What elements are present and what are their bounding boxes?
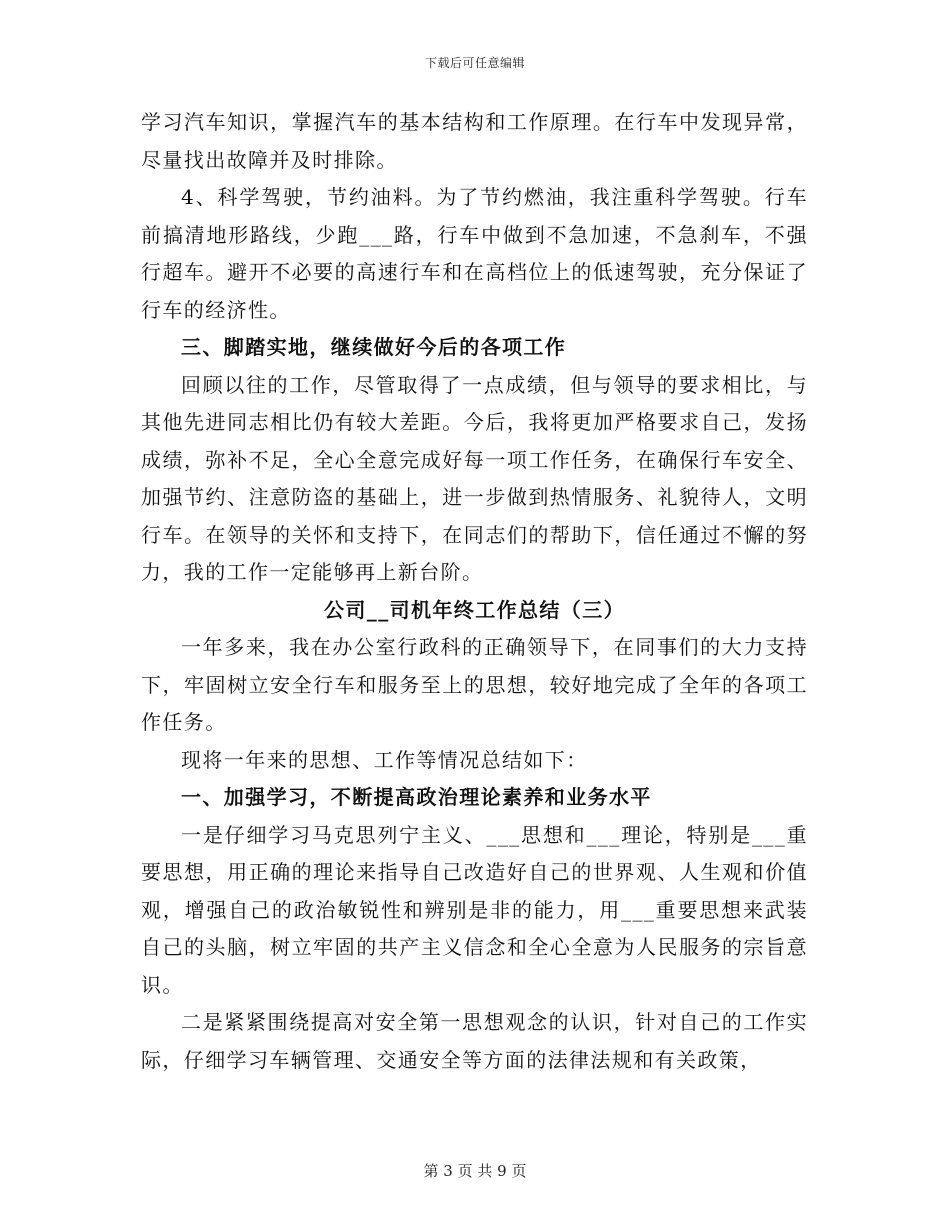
paragraph-intro: 一年多来，我在办公室行政科的正确领导下，在同事们的大力支持下，牢固树立安全行车和服务至上的思想，较好地完成了全年的各项工作任务。 [141, 635, 808, 734]
section-heading-1: 一、加强学习，不断提高政治理论素养和业务水平 [181, 785, 652, 809]
paragraph-study-second: 二是紧紧围绕提高对安全第一思想观念的认识，针对自己的工作实际，仔细学习车辆管理、交通安全等方面的法律法规和有关政策， [141, 1010, 808, 1072]
paragraph-scientific-driving: 4、科学驾驶，节约油料。为了节约燃油，我注重科学驾驶。行车前搞清地形路线，少跑___路，行车中做到不急加速，不急刹车，不强行超车。避开不必要的高速行车和在高档位上的低速驾驶，充分保证了行车的经济性。 [141, 185, 808, 322]
page-header: 下载后可任意编辑 [424, 56, 525, 70]
document-body [141, 104, 808, 1079]
document-title: 公司__司机年终工作总结（三） [324, 597, 625, 622]
paragraph-looking-back: 回顾以往的工作，尽管取得了一点成绩，但与领导的要求相比，与其他先进同志相比仍有较大差距。今后，我将更加严格要求自己，发扬成绩，弥补不足，全心全意完成好每一项工作任务，在确保行车安全、加强节约、注意防盗的基础上，进一步做到热情服务、礼貌待人，文明行车。在领导的关怀和支持下，在同志们的帮助下，信任通过不懈的努力，我的工作一定能够再上新台阶。 [141, 372, 808, 584]
section-heading-3: 三、脚踏实地，继续做好今后的各项工作 [181, 335, 567, 359]
paragraph-continuation: 学习汽车知识，掌握汽车的基本结构和工作原理。在行车中发现异常，尽量找出故障并及时排除。 [141, 110, 808, 172]
page-footer: 第 3 页 共 9 页 [423, 1162, 527, 1180]
paragraph-study-first: 一是仔细学习马克思列宁主义、___思想和___理论，特别是___重要思想，用正确的理论来指导自己改造好自己的世界观、人生观和价值观，增强自己的政治敏锐性和辨别是非的能力，用___重要思想来武装自己的头脑，树立牢固的共产主义信念和全心全意为人民服务的宗旨意识。 [141, 822, 808, 997]
paragraph-summary-lead: 现将一年来的思想、工作等情况总结如下： [181, 747, 588, 772]
